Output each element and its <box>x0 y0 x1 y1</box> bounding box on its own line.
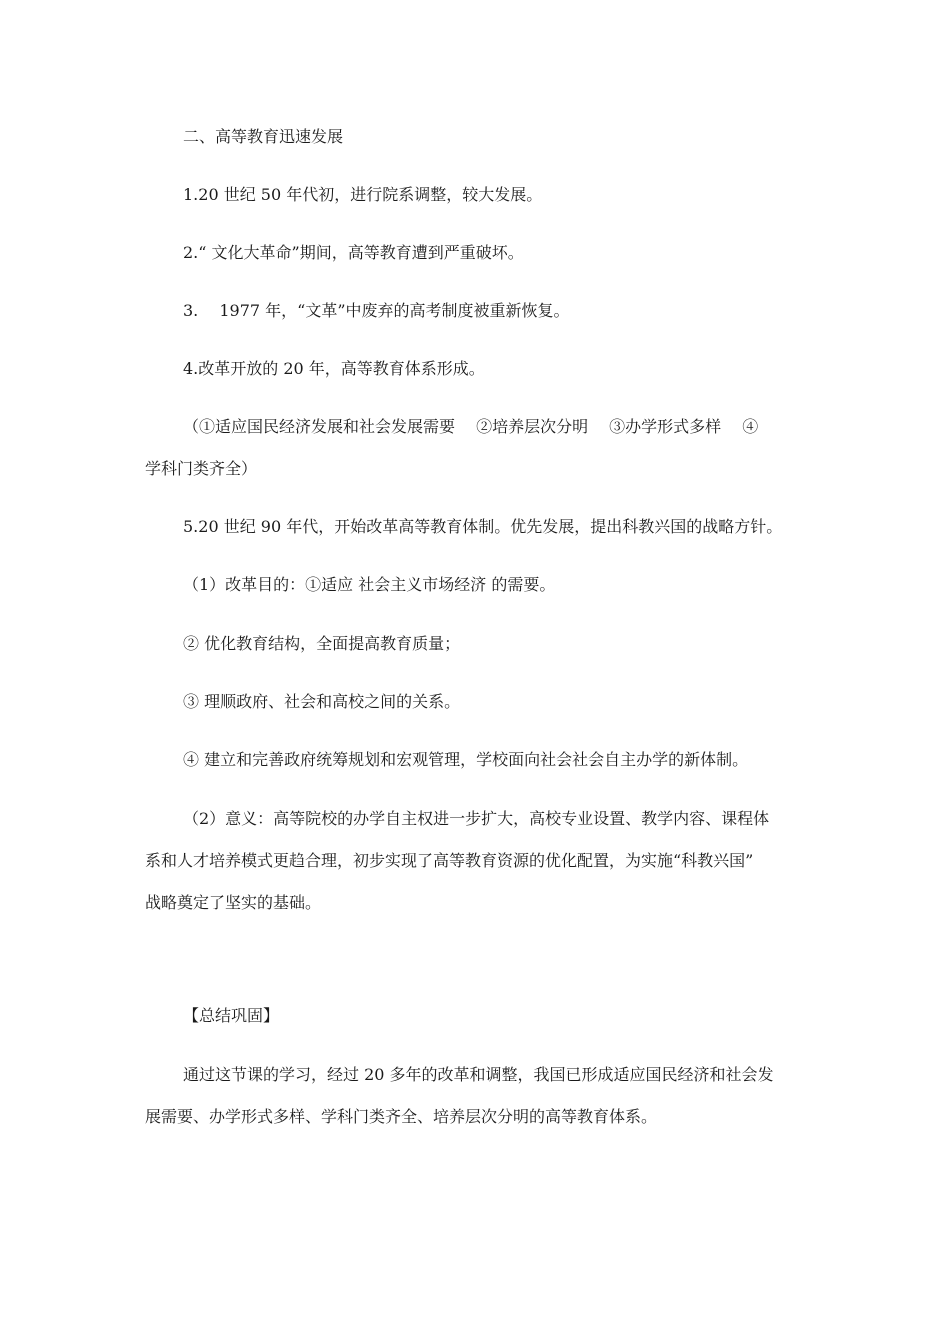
list-item-4-detail-line-1: （①适应国民经济发展和社会发展需要 ②培养层次分明 ③办学形式多样 ④ <box>183 417 759 436</box>
reform-goal-4: ④ 建立和完善政府统筹规划和宏观管理，学校面向社会社会自主办学的新体制。 <box>183 750 749 769</box>
list-item-4-detail-line-2: 学科门类齐全） <box>145 459 258 478</box>
summary-heading: 【总结巩固】 <box>183 1006 280 1025</box>
list-item-4: 4.改革开放的 20 年，高等教育体系形成。 <box>183 359 485 378</box>
reform-goal-3: ③ 理顺政府、社会和高校之间的关系。 <box>183 692 461 711</box>
significance-line-3: 战略奠定了坚实的基础。 <box>145 893 322 912</box>
list-item-3: 3. 1977 年，“文革”中废弃的高考制度被重新恢复。 <box>183 301 570 320</box>
summary-line-2: 展需要、办学形式多样、学科门类齐全、培养层次分明的高等教育体系。 <box>145 1107 658 1126</box>
list-item-2: 2.“ 文化大革命”期间，高等教育遭到严重破坏。 <box>183 243 524 262</box>
list-item-5: 5.20 世纪 90 年代，开始改革高等教育体制。优先发展，提出科教兴国的战略方针。 <box>183 517 783 536</box>
significance-line-2: 系和人才培养模式更趋合理，初步实现了高等教育资源的优化配置，为实施“科教兴国” <box>145 851 754 870</box>
section-heading: 二、高等教育迅速发展 <box>183 127 344 146</box>
reform-goal-2: ② 优化教育结构，全面提高教育质量； <box>183 634 461 653</box>
reform-goal-intro: （1）改革目的：①适应 社会主义市场经济 的需要。 <box>183 575 556 594</box>
significance-line-1: （2）意义：高等院校的办学自主权进一步扩大，高校专业设置、教学内容、课程体 <box>183 809 770 828</box>
list-item-1: 1.20 世纪 50 年代初，进行院系调整，较大发展。 <box>183 185 543 204</box>
summary-line-1: 通过这节课的学习，经过 20 多年的改革和调整，我国已形成适应国民经济和社会发 <box>183 1065 774 1084</box>
